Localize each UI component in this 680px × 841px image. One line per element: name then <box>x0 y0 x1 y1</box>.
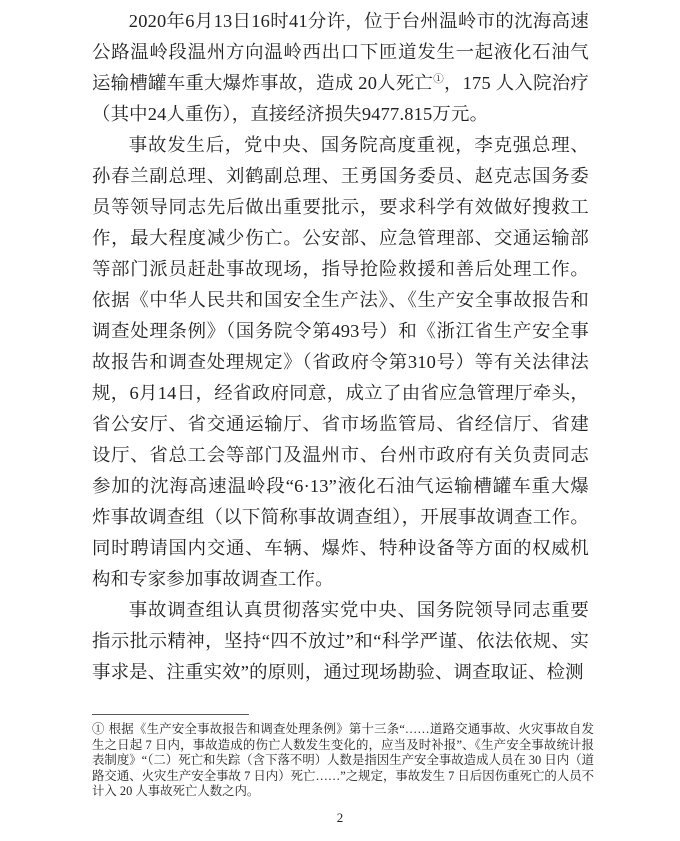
footnote-marker: ① <box>92 722 105 736</box>
paragraph-text: ，175 人入院治疗（其中24人重伤），直接经济损失9477.815万元。 <box>92 73 590 124</box>
paragraph-accident-overview <box>92 6 589 130</box>
footnote-line <box>92 722 594 800</box>
document-body <box>92 6 589 688</box>
footnote-separator <box>92 714 249 715</box>
paragraph-text: 2020年6月13日16时41分许，位于台州温岭市的沈海高速公路温岭段温州方向温岭西出口下匝道发生一起液化石油气运输槽罐车重大爆炸事故，造成 20人死亡 <box>92 11 589 93</box>
page-number: 2 <box>336 810 344 825</box>
footnote-reference-1: ① <box>433 73 444 85</box>
paragraph-response-and-investigation-setup: 事故发生后，党中央、国务院高度重视，李克强总理、孙春兰副总理、刘鹤副总理、王勇国务委员、赵克志国务委员等领导同志先后做出重要批示，要求科学有效做好搜救工作，最大程度减少伤亡。公安部、应急管理部、交通运输部等部门派员赶赴事故现场，指导抢险救援和善后处理工作。依据《中华人民共和国安全生产法》、《生产安全事故报告和调查处理条例》（国务院令第493号）和《浙江省生产安全事故报告和调查处理规定》（省政府令第310号）等有关法律法规，6月14日，经省政府同意，成立了由省应急管理厅牵头，省公安厅、省交通运输厅、省市场监管局、省经信厅、省建设厅、省总工会等部门及温州市、台州市政府有关负责同志参加的沈海高速温岭段“6·13”液化石油气运输槽罐车重大爆炸事故调查组（以下简称事故调查组），开展事故调查工作。同时聘请国内交通、车辆、爆炸、特种设备等方面的权威机构和专家参加事故调查工作。 <box>92 135 589 589</box>
footnote-text: 根据《生产安全事故报告和调查处理条例》第十三条“……道路交通事故、火灾事故自发生之日起 7 日内，事故造成的伤亡人数发生变化的，应当及时补报”、《生产安全事故统计报表制度》“（二）死亡和失踪（含下落不明）人数是指因生产安全事故造成人员在 30 日内（道路交通、火灾生产安全事故 7 日内）死亡……”之规定，事故发生 7 日后因伤重死亡的人员不计入 20 人事故死亡人数之内。 <box>92 722 595 799</box>
footnote <box>92 722 594 800</box>
paragraph-investigation-principles: 事故调查组认真贯彻落实党中央、国务院领导同志重要指示批示精神，坚持“四不放过”和“科学严谨、依法依规、实事求是、注重实效”的原则，通过现场勘验、调查取证、检测 <box>92 600 589 682</box>
